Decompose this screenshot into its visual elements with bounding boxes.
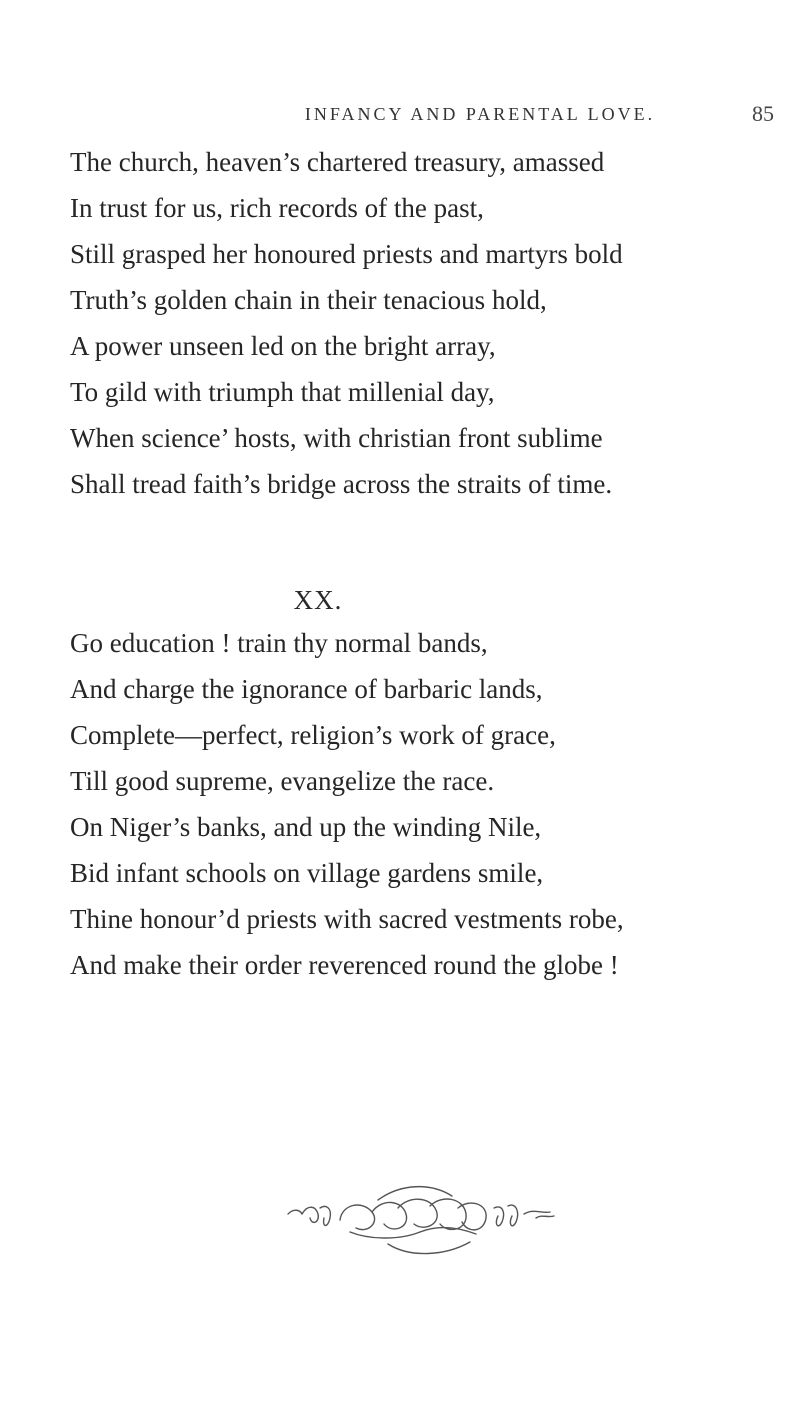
verse-line: On Niger’s banks, and up the winding Nile,	[70, 812, 542, 842]
stanza-1	[70, 139, 770, 507]
running-header	[0, 94, 800, 134]
verse-line: Truth’s golden chain in their tenacious hold,	[70, 285, 547, 315]
verse-line: And charge the ignorance of barbaric lands,	[70, 674, 543, 704]
stanza-2	[70, 580, 770, 988]
verse-line: To gild with triumph that millenial day,	[70, 377, 495, 407]
verse-line: Still grasped her honoured priests and martyrs bold	[70, 239, 623, 269]
verse-line: In trust for us, rich records of the past,	[70, 193, 484, 223]
verse-line: Shall tread faith’s bridge across the straits of time.	[70, 469, 613, 499]
page-number: 85	[752, 101, 774, 126]
verse-line: Complete—perfect, religion’s work of grace,	[70, 720, 556, 750]
running-title: INFANCY AND PARENTAL LOVE.	[304, 104, 656, 124]
verse-line: And make their order reverenced round the globe !	[70, 950, 619, 980]
verse-line: Bid infant schools on village gardens smile,	[70, 858, 544, 888]
flourish-ornament-icon	[280, 1178, 570, 1262]
verse-line: When science’ hosts, with christian front sublime	[70, 423, 603, 453]
verse-line: A power unseen led on the bright array,	[70, 331, 496, 361]
stanza-number: XX.	[293, 585, 343, 615]
verse-line: Thine honour’d priests with sacred vestments robe,	[70, 904, 624, 934]
verse-line: The church, heaven’s chartered treasury, amassed	[70, 147, 605, 177]
verse-line: Till good supreme, evangelize the race.	[70, 766, 495, 796]
verse-line: Go education ! train thy normal bands,	[70, 628, 488, 658]
